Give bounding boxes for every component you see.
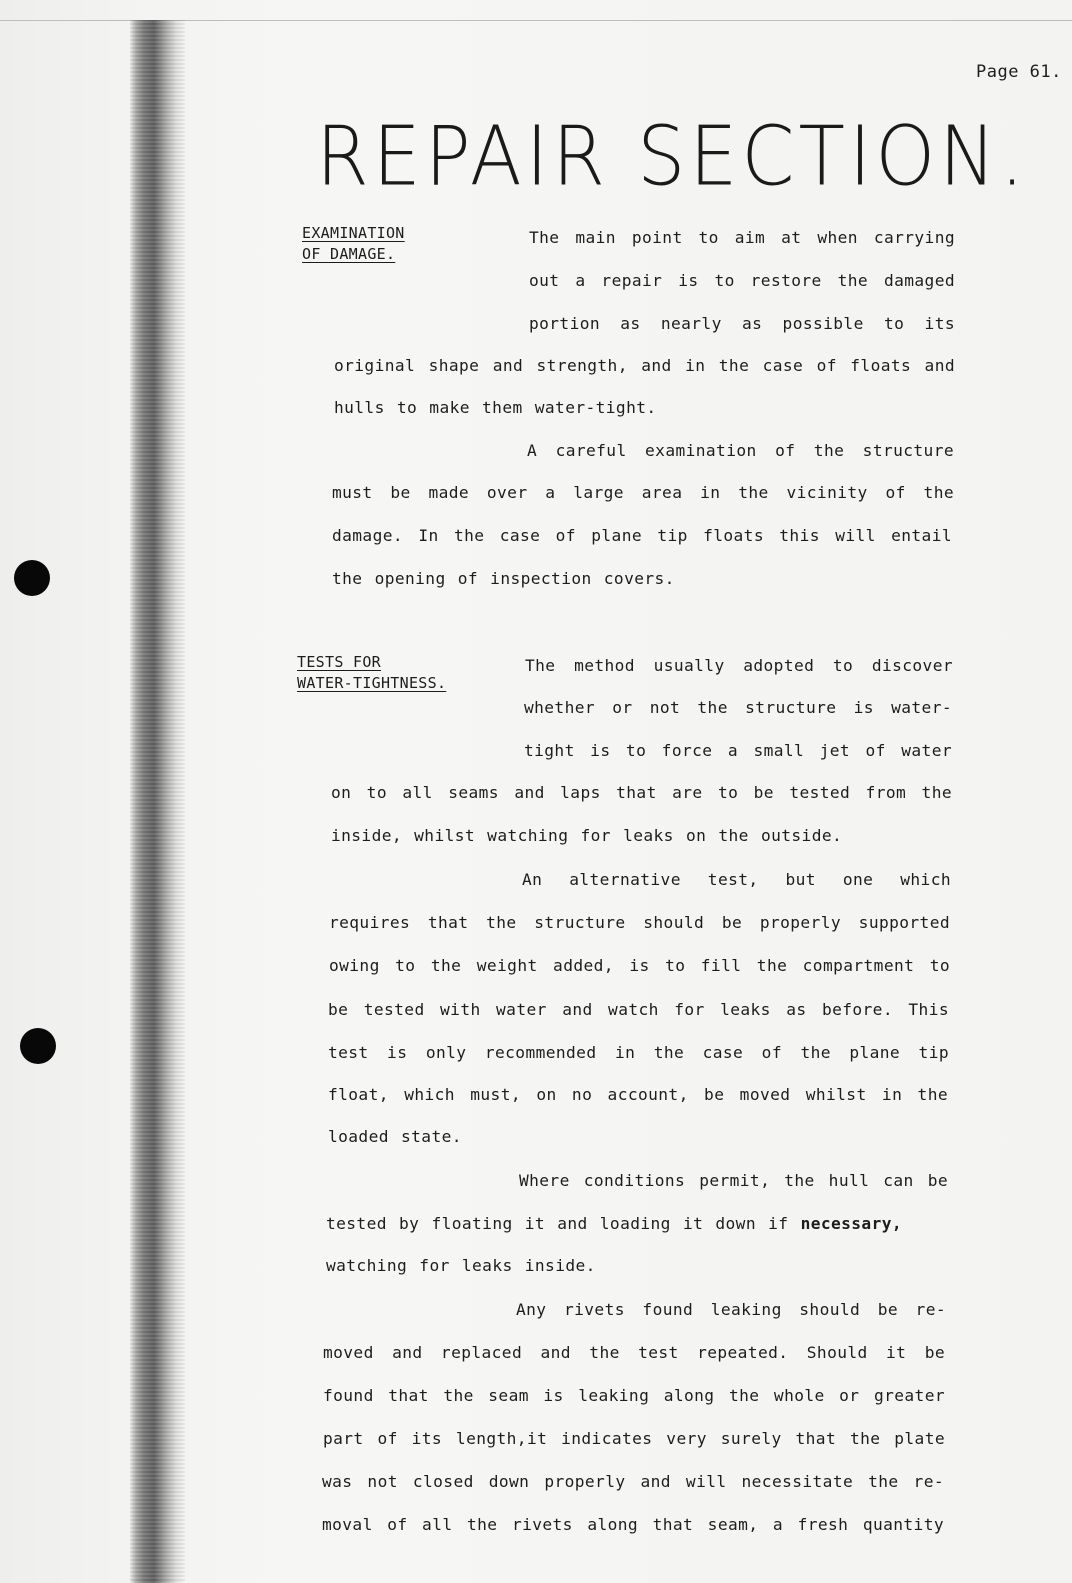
body-line: part of its length,it indicates very surely that the plate	[323, 1429, 945, 1448]
page-title: REPAIR SECTION.	[316, 108, 1029, 205]
section-heading-examination	[302, 223, 405, 265]
punch-hole-lower	[20, 1028, 56, 1064]
body-line: found that the seam is leaking along the whole or greater	[323, 1386, 945, 1405]
body-line: watching for leaks inside.	[326, 1256, 596, 1275]
body-line: be tested with water and watch for leaks as before. This	[328, 1000, 949, 1019]
body-line: The method usually adopted to discover	[525, 656, 953, 675]
body-line: Any rivets found leaking should be re-	[516, 1300, 946, 1319]
section-heading-line: WATER-TIGHTNESS.	[297, 674, 447, 692]
body-line: A careful examination of the structure	[527, 441, 954, 460]
body-line: must be made over a large area in the vicinity of the	[332, 483, 954, 502]
body-line: on to all seams and laps that are to be tested from the	[331, 783, 952, 802]
body-line: moved and replaced and the test repeated. Should it be	[323, 1343, 945, 1362]
body-line: Where conditions permit, the hull can be	[519, 1171, 948, 1190]
body-line: hulls to make them water-tight.	[334, 398, 657, 417]
body-line: loaded state.	[328, 1127, 462, 1146]
body-line: An alternative test, but one which	[522, 870, 951, 889]
body-line: whether or not the structure is water-	[524, 698, 952, 717]
body-line: tight is to force a small jet of water	[524, 741, 952, 760]
section-heading-line: TESTS FOR	[297, 653, 381, 671]
section-heading-line: OF DAMAGE.	[302, 245, 396, 263]
page-number: Page 61.	[976, 62, 1062, 82]
body-line: moval of all the rivets along that seam, a fresh quantity	[322, 1515, 944, 1534]
body-line: owing to the weight added, is to fill the compartment to	[329, 956, 950, 975]
section-heading-line: EXAMINATION	[302, 224, 405, 242]
body-line: portion as nearly as possible to its	[529, 314, 955, 333]
body-line-with-overstrike	[326, 1214, 951, 1233]
body-line: was not closed down properly and will necessitate the re-	[322, 1472, 944, 1491]
body-line: original shape and strength, and in the case of floats and	[334, 356, 955, 375]
body-line: float, which must, on no account, be moved whilst in the	[328, 1085, 948, 1104]
body-line: damage. In the case of plane tip floats this will entail	[332, 526, 952, 545]
body-line: the opening of inspection covers.	[332, 569, 675, 588]
body-line: inside, whilst watching for leaks on the outside.	[331, 826, 843, 845]
body-line: The main point to aim at when carrying	[529, 228, 955, 247]
punch-hole-upper	[14, 560, 50, 596]
body-line: out a repair is to restore the damaged	[529, 271, 955, 290]
binding-shadow	[130, 20, 185, 1583]
body-line: test is only recommended in the case of the plane tip	[328, 1043, 949, 1062]
body-line: requires that the structure should be properly supported	[329, 913, 950, 932]
body-line-text: tested by floating it and loading it down if	[326, 1214, 801, 1233]
overstruck-word: necessary,	[800, 1214, 903, 1233]
section-heading-tests	[297, 652, 446, 694]
